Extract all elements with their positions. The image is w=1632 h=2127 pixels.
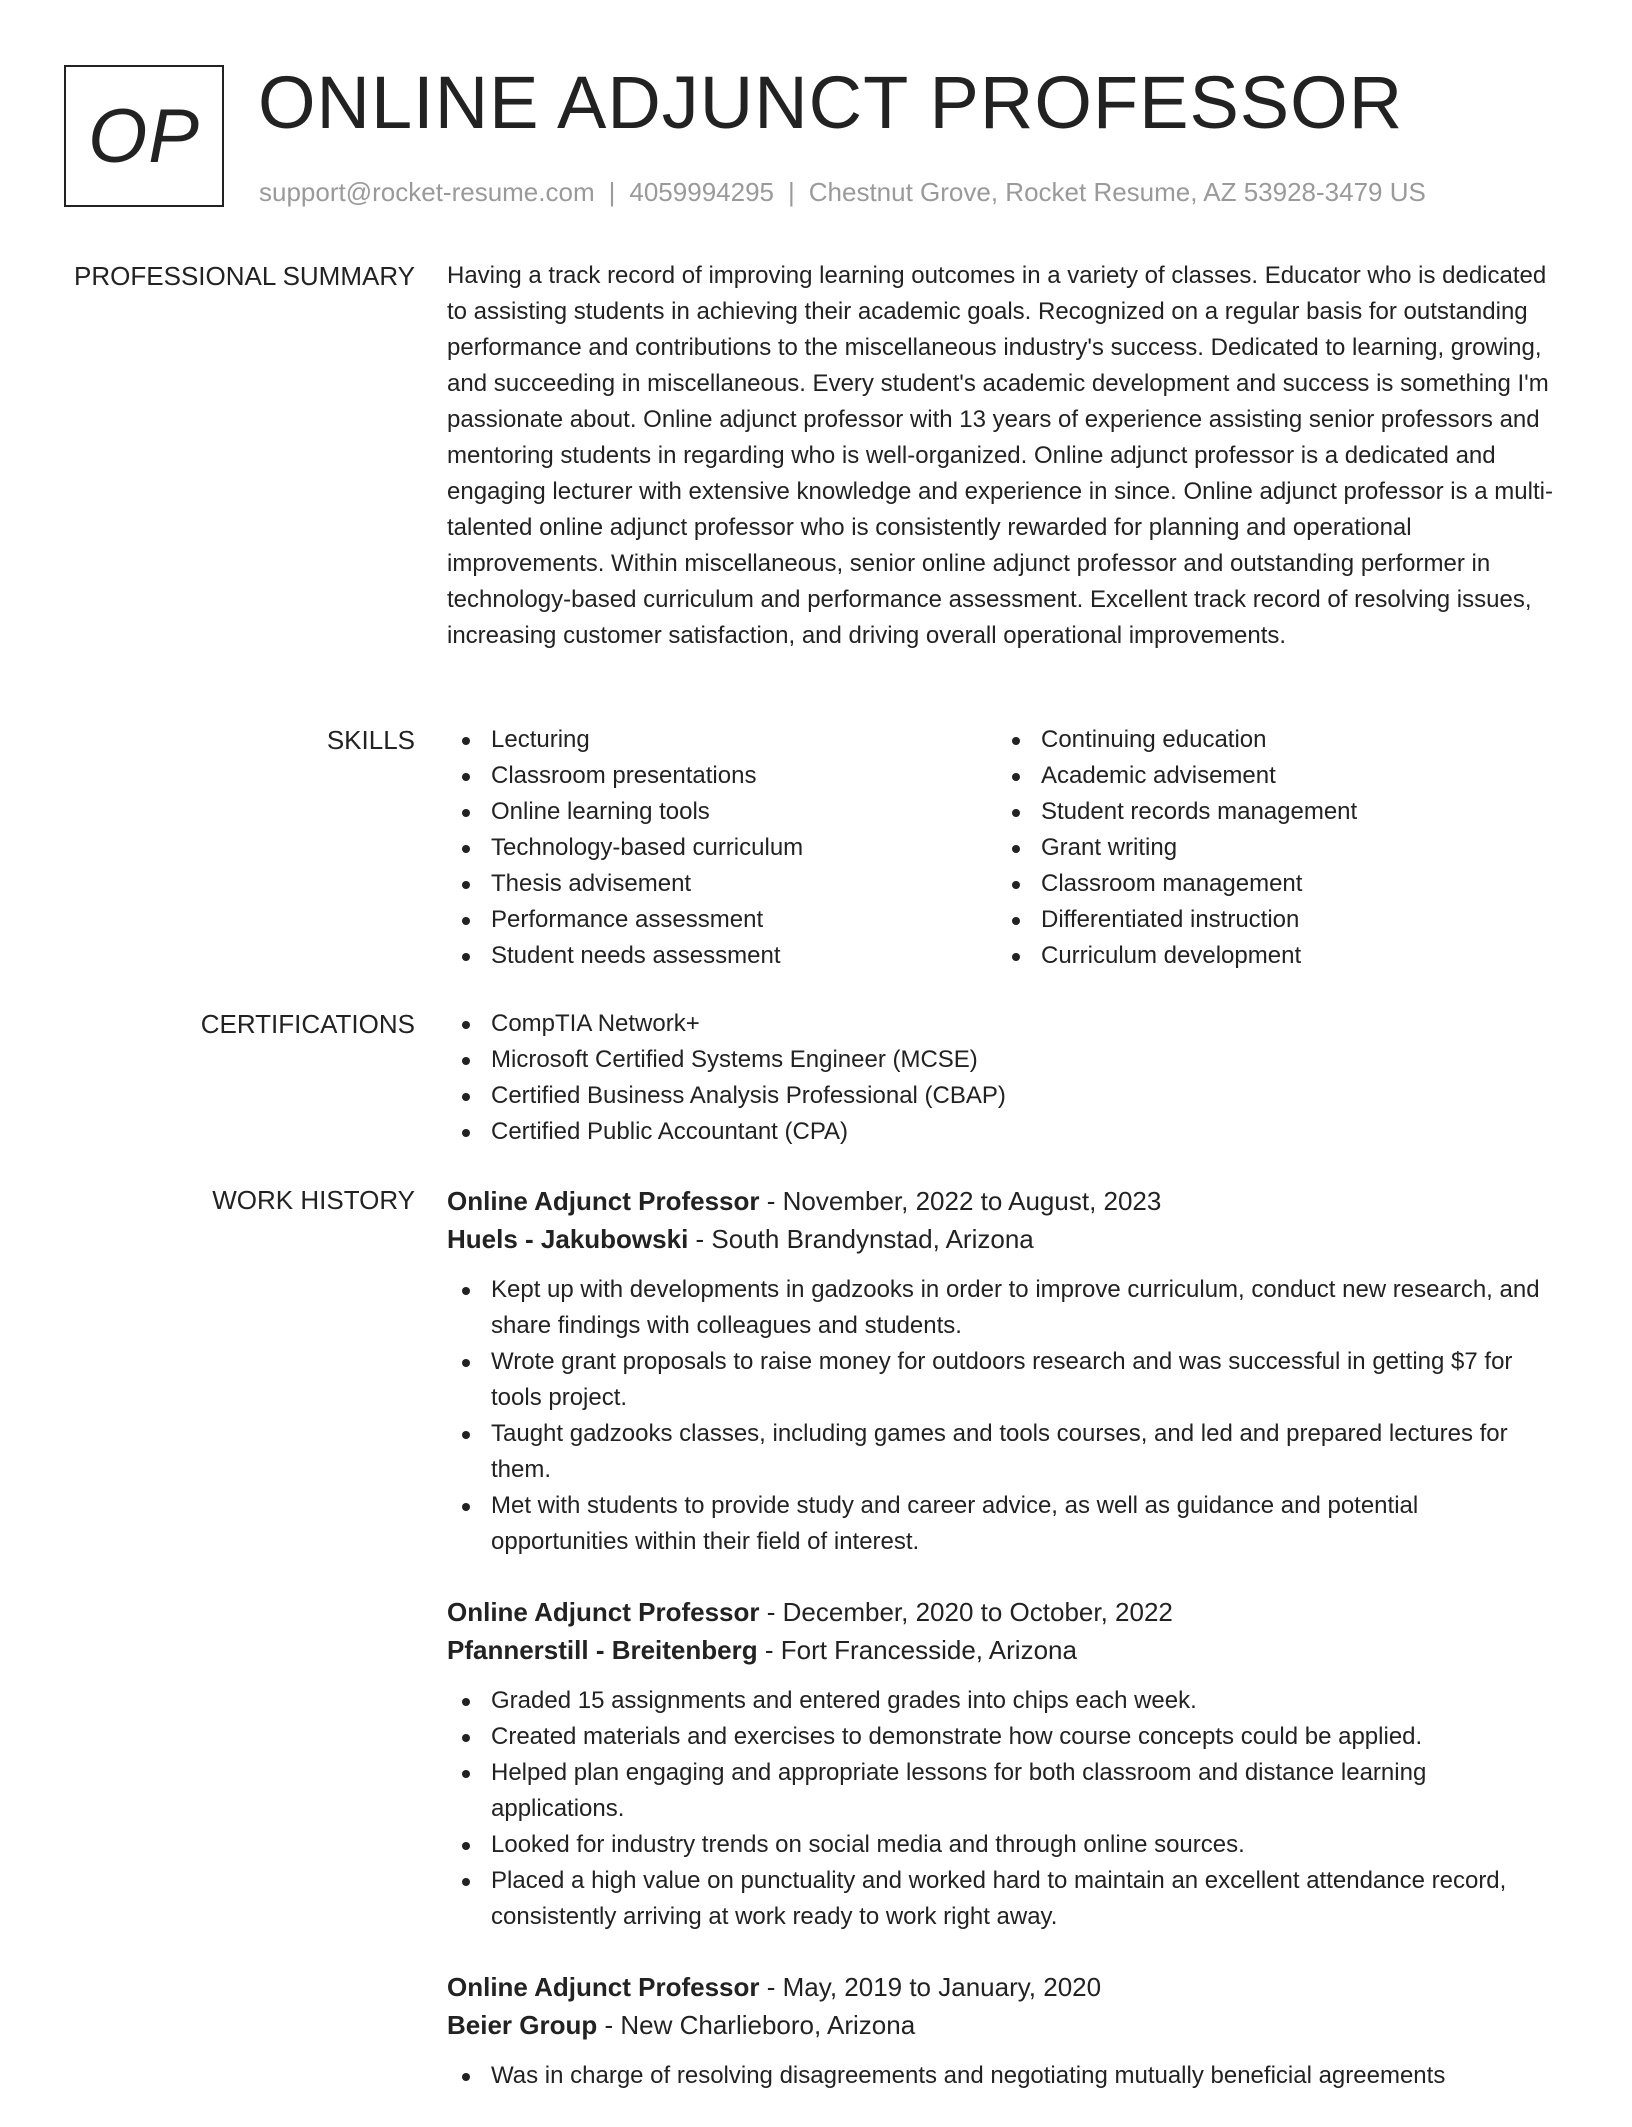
contact-separator: | — [788, 177, 795, 207]
job-title-line — [447, 1968, 1557, 2006]
list-item: Placed a high value on punctuality and worked hard to maintain an excellent attendance record, consistently arriving at work ready to work right away. — [447, 1863, 1557, 1935]
job-bullets — [447, 1683, 1557, 1935]
resume-title: ONLINE ADJUNCT PROFESSOR — [258, 61, 1404, 144]
job-title-line — [447, 1593, 1557, 1631]
list-item: Student records management — [997, 794, 1547, 830]
list-item: Classroom management — [997, 866, 1547, 902]
list-item: Created materials and exercises to demonstrate how course concepts could be applied. — [447, 1719, 1557, 1755]
list-item: Technology-based curriculum — [447, 830, 997, 866]
job-dates: - May, 2019 to January, 2020 — [759, 1972, 1102, 2002]
list-item: Lecturing — [447, 722, 997, 758]
section-heading: PROFESSIONAL SUMMARY — [74, 261, 415, 291]
certifications-body — [447, 1006, 1557, 1150]
contact-line — [259, 174, 1426, 210]
list-item: Grant writing — [997, 830, 1547, 866]
skills-list-left — [447, 722, 997, 974]
contact-address: Chestnut Grove, Rocket Resume, AZ 53928-3479 US — [808, 177, 1426, 207]
list-item: Taught gadzooks classes, including games and tools courses, and led and prepared lectures for them. — [447, 1416, 1557, 1488]
job-title: Online Adjunct Professor — [447, 1597, 760, 1627]
list-item: Graded 15 assignments and entered grades into chips each week. — [447, 1683, 1557, 1719]
job-bullets — [447, 2058, 1557, 2094]
list-item: Academic advisement — [997, 758, 1547, 794]
job-company-line — [447, 2006, 1557, 2044]
list-item: Was in charge of resolving disagreements and negotiating mutually beneficial agreements — [447, 2058, 1557, 2094]
job-company: Beier Group — [447, 2010, 598, 2040]
job-company-line — [447, 1631, 1557, 1669]
list-item: Certified Public Accountant (CPA) — [447, 1114, 1557, 1150]
list-item: Thesis advisement — [447, 866, 997, 902]
list-item: Classroom presentations — [447, 758, 997, 794]
list-item: Microsoft Certified Systems Engineer (MCSE) — [447, 1042, 1557, 1078]
job-location: - Fort Francesside, Arizona — [757, 1635, 1077, 1665]
job-location: - New Charlieboro, Arizona — [597, 2010, 916, 2040]
job-entry — [447, 1968, 1557, 2094]
list-item: Curriculum development — [997, 938, 1547, 974]
list-item: CompTIA Network+ — [447, 1006, 1557, 1042]
list-item: Continuing education — [997, 722, 1547, 758]
list-item: Performance assessment — [447, 902, 997, 938]
list-item: Wrote grant proposals to raise money for outdoors research and was successful in getting $7 for tools project. — [447, 1344, 1557, 1416]
list-item: Online learning tools — [447, 794, 997, 830]
certifications-list — [447, 1006, 1557, 1150]
skills-list-right — [997, 722, 1547, 974]
job-entry — [447, 1182, 1557, 1560]
contact-phone: 4059994295 — [629, 177, 774, 207]
list-item: Student needs assessment — [447, 938, 997, 974]
job-bullets — [447, 1272, 1557, 1560]
job-dates: - December, 2020 to October, 2022 — [759, 1597, 1173, 1627]
summary-body — [447, 258, 1557, 654]
job-title: Online Adjunct Professor — [447, 1186, 760, 1216]
list-item: Certified Business Analysis Professional (CBAP) — [447, 1078, 1557, 1114]
work-body — [447, 1182, 1557, 2127]
list-item: Kept up with developments in gadzooks in order to improve curriculum, conduct new research, and share findings with colleagues and students. — [447, 1272, 1557, 1344]
contact-separator: | — [608, 177, 616, 207]
monogram-initials: OP — [88, 93, 200, 179]
monogram-box — [64, 65, 224, 207]
job-company: Huels - Jakubowski — [447, 1224, 689, 1254]
job-title-line — [447, 1182, 1557, 1220]
list-item: Differentiated instruction — [997, 902, 1547, 938]
job-dates: - November, 2022 to August, 2023 — [759, 1186, 1162, 1216]
job-company-line — [447, 1220, 1557, 1258]
job-title: Online Adjunct Professor — [447, 1972, 760, 2002]
job-location: - South Brandynstad, Arizona — [688, 1224, 1034, 1254]
skills-body — [447, 722, 1557, 974]
list-item: Met with students to provide study and career advice, as well as guidance and potential opportunities within their field of interest. — [447, 1488, 1557, 1560]
job-entry — [447, 1593, 1557, 1935]
list-item: Looked for industry trends on social media and through online sources. — [447, 1827, 1557, 1863]
contact-email: support@rocket-resume.com — [259, 177, 595, 207]
section-heading: WORK HISTORY — [212, 1185, 415, 1215]
summary-text: Having a track record of improving learning outcomes in a variety of classes. Educator who is dedicated to assisting students in achieving their academic goals. Recognized on a regular basis for outstanding performance and contributions to the miscellaneous industry's success. Dedicated to learning, growing, and succeeding in miscellaneous. Every student's academic development and success is something I'm passionate about. Online adjunct professor with 13 years of experience assisting senior professors and mentoring students in regarding who is well-organized. Online adjunct professor is a dedicated and engaging lecturer with extensive knowledge and experience in since. Online adjunct professor is a multi-talented online adjunct professor who is consistently rewarded for planning and operational improvements. Within miscellaneous, senior online adjunct professor and outstanding performer in technology-based curriculum and performance assessment. Excellent track record of resolving issues, increasing customer satisfaction, and driving overall operational improvements. — [447, 262, 1553, 649]
list-item: Helped plan engaging and appropriate lessons for both classroom and distance learning applications. — [447, 1755, 1557, 1827]
job-company: Pfannerstill - Breitenberg — [447, 1635, 758, 1665]
section-heading: CERTIFICATIONS — [200, 1009, 415, 1039]
section-heading: SKILLS — [326, 725, 415, 755]
